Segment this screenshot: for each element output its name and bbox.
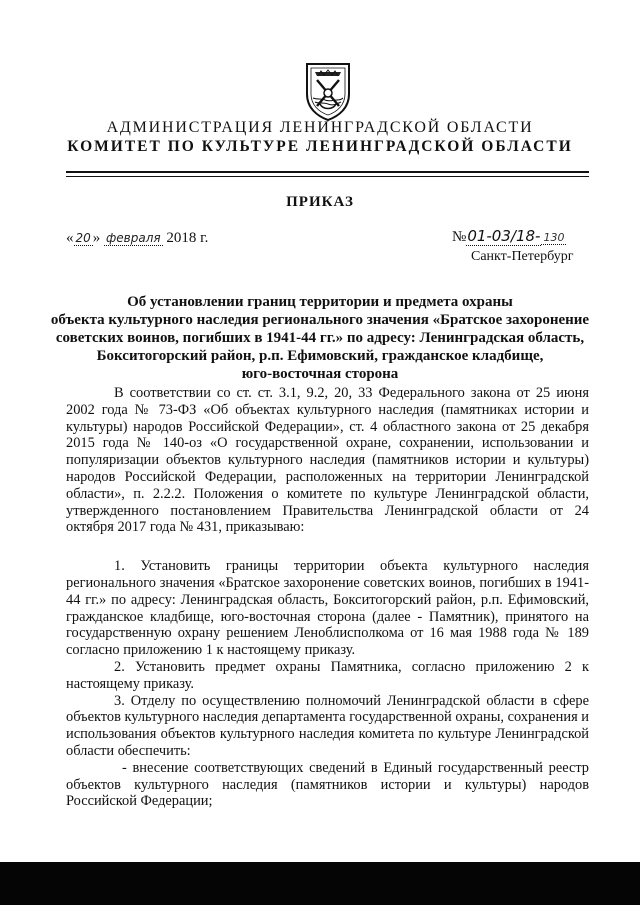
document-number	[452, 227, 566, 246]
document-body	[66, 385, 589, 810]
number-handwritten: 01-03/18-	[467, 227, 541, 245]
document-date	[66, 230, 208, 247]
header-rule-thick	[66, 171, 589, 173]
committee-name: КОМИТЕТ ПО КУЛЬТУРЕ ЛЕНИНГРАДСКОЙ ОБЛАСТИ	[67, 138, 573, 155]
date-month-handwritten: февраля	[106, 231, 161, 245]
date-open-quote: «	[66, 230, 74, 246]
header-rule-thin	[66, 176, 589, 177]
title-line: советских воинов, погибших в 1941-44 гг.» по адресу: Ленинградская область,	[55, 330, 585, 346]
document-title	[44, 293, 596, 383]
title-line: Об установлении границ территории и предмета охраны	[127, 294, 513, 310]
coat-of-arms-icon	[303, 58, 353, 122]
scan-bottom-border	[0, 862, 640, 905]
date-day-handwritten: 20	[75, 231, 91, 245]
order-item-3-bullet: - внесение соответствующих сведений в Единый государственный реестр объектов культурного наследия (памятников истории и культуры) народов Российской Федерации;	[66, 759, 589, 810]
number-suffix-handwritten: 130	[543, 231, 565, 244]
order-item-1: 1. Установить границы территории объекта культурного наследия регионального значения «Братское захоронение советских воинов, погибших в 1941-44 гг.» по адресу: Ленинградская область, Бокситогорский район, р.п. Ефимовский, гражданское кладбище, юго-восточная сторона (далее - Памятник), принятого на государственную охрану решением Леноблисполкома от 16 мая 1988 года № 189 согласно приложению 1 к настоящему приказу.	[66, 558, 589, 659]
preamble-paragraph: В соответствии со ст. ст. 3.1, 9.2, 20, 33 Федерального закона от 25 июня 2002 года № 73-ФЗ «Об объектах культурного наследия (памятниках истории и культуры) народов Российской Федерации», ст. 4 областного закона от 25 декабря 2015 года № 140-оз «О государственной охране, сохранении, использовании и популяризации объектов культурного наследия (памятников истории и культуры) народов Российской Федерации, расположенных на территории Ленинградской области», п. 2.2.2. Положения о комитете по культуре Ленинградской области, утвержденного постановлением Правительства Ленинградской области от 24 октября 2017 года № 431, приказываю:	[66, 385, 589, 536]
document-type: ПРИКАЗ	[286, 194, 354, 210]
date-close-quote: »	[92, 230, 101, 246]
title-line: Бокситогорский район, р.п. Ефимовский, гражданское кладбище,	[96, 348, 544, 364]
organization-name: АДМИНИСТРАЦИЯ ЛЕНИНГРАДСКОЙ ОБЛАСТИ	[106, 119, 534, 136]
title-line: объекта культурного наследия регионального значения «Братское захоронение	[50, 312, 590, 328]
title-line: юго-восточная сторона	[241, 366, 399, 382]
document-city: Санкт-Петербург	[471, 249, 574, 264]
order-item-2: 2. Установить предмет охраны Памятника, согласно приложению 2 к настоящему приказу.	[66, 658, 589, 692]
order-item-3: 3. Отделу по осуществлению полномочий Ленинградской области в сфере объектов культурного наследия департамента государственной охраны, сохранения и использования объектов культурного наследия комитета по культуре Ленинградской области обеспечить:	[66, 692, 589, 759]
date-year: 2018 г.	[166, 230, 209, 246]
number-sign: №	[452, 229, 467, 245]
